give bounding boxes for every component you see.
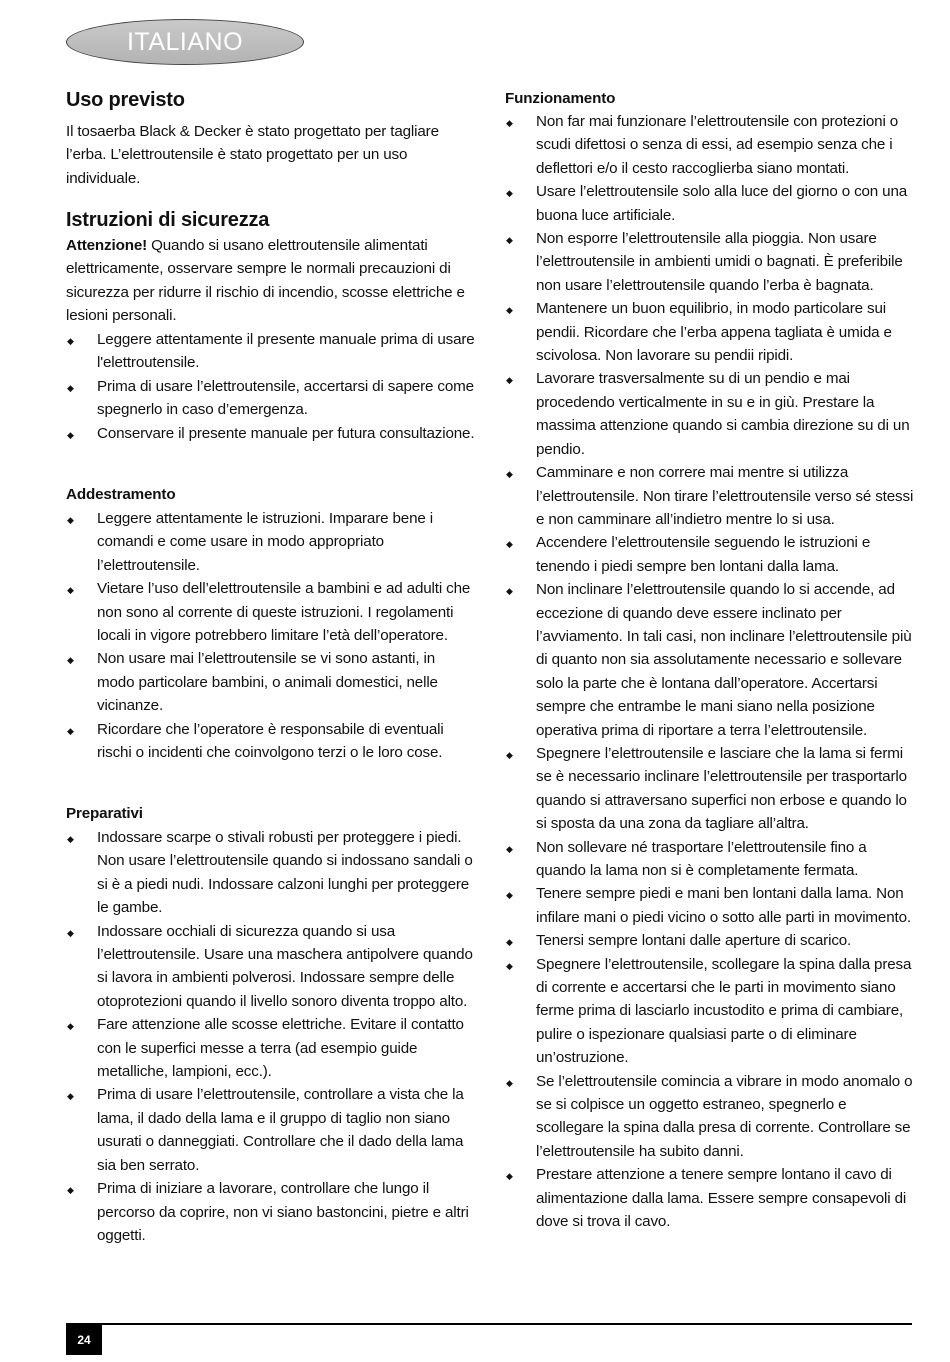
list-item: ◆ Spegnere l’elettroutensile e lasciare che la lama si fermi se è necessario inclinare l’elettroutensile per trasportarlo quando si attraversano superfici non erbose e quando lo si sposta da una zona da tagliare all’altra. <box>505 742 915 836</box>
list-item: ◆ Indossare scarpe o stivali robusti per proteggere i piedi. Non usare l’elettroutensile quando si indossano sandali o si è a piedi nudi. Indossare calzoni lunghi per proteggere le gambe. <box>66 826 476 920</box>
list-item: ◆ Leggere attentamente il presente manuale prima di usare l'elettroutensile. <box>66 328 476 375</box>
intended-use-text: Il tosaerba Black & Decker è stato progettato per tagliare l’erba. L’elettroutensile è stato progettato per un uso individuale. <box>66 123 439 187</box>
page-number <box>66 1325 102 1355</box>
footer-divider <box>66 1323 912 1325</box>
operation-list <box>505 110 915 1234</box>
list-item: ◆ Indossare occhiali di sicurezza quando si usa l’elettroutensile. Usare una maschera antipolvere quando si lavora in ambienti polverosi. Indossare sempre delle otoprotezioni quando il livello sonoro diventa troppo alto. <box>66 920 476 1014</box>
page-number-label: 24 <box>77 1333 91 1347</box>
list-item: ◆ Prima di usare l’elettroutensile, accertarsi di sapere come spegnerlo in caso d’emergenza. <box>66 375 476 422</box>
list-item: ◆ Spegnere l’elettroutensile, scollegare la spina dalla presa di corrente e accertarsi che le parti in movimento siano ferme prima di lasciarlo incustodito e prima di cambiare, pulire o ispezionare qualsiasi parte o di eliminare un’ostruzione. <box>505 953 915 1070</box>
list-item: ◆ Prima di iniziare a lavorare, controllare che lungo il percorso da coprire, non vi siano bastoncini, pietre e altri oggetti. <box>66 1177 476 1247</box>
list-item: ◆ Usare l’elettroutensile solo alla luce del giorno o con una buona luce artificiale. <box>505 180 915 227</box>
list-item: ◆ Mantenere un buon equilibrio, in modo particolare sui pendii. Ricordare che l’erba appena tagliata è umida e scivolosa. Non lavorare su pendii ripidi. <box>505 297 915 367</box>
list-item: ◆ Non sollevare né trasportare l’elettroutensile fino a quando la lama non si è completamente fermata. <box>505 836 915 883</box>
list-item: ◆ Lavorare trasversalmente su di un pendio e mai procedendo verticalmente in su e in giù. Prestare la massima attenzione quando si cambia direzione su di un pendio. <box>505 367 915 461</box>
safety-list <box>66 328 476 445</box>
list-item: ◆ Leggere attentamente le istruzioni. Imparare bene i comandi e come usare in modo appropriato l’elettroutensile. <box>66 507 476 577</box>
list-item: ◆ Tenere sempre piedi e mani ben lontani dalla lama. Non infilare mani o piedi vicino o sotto alle parti in movimento. <box>505 882 915 929</box>
list-item: ◆ Non far mai funzionare l’elettroutensile con protezioni o scudi difettosi o senza di essi, ad esempio senza che i deflettori e/o il cesto raccoglierba siano montati. <box>505 110 915 180</box>
list-item: ◆ Accendere l’elettroutensile seguendo le istruzioni e tenendo i piedi sempre ben lontani dalla lama. <box>505 531 915 578</box>
heading-preparation: Preparativi <box>66 805 143 822</box>
training-list <box>66 507 476 764</box>
list-item: ◆ Conservare il presente manuale per futura consultazione. <box>66 422 476 445</box>
heading-operation: Funzionamento <box>505 90 616 107</box>
heading-training: Addestramento <box>66 486 176 503</box>
language-badge <box>66 19 304 65</box>
list-item: ◆ Tenersi sempre lontani dalle aperture di scarico. <box>505 929 915 952</box>
list-item: ◆ Ricordare che l’operatore è responsabile di eventuali rischi o incidenti che coinvolgono terzi o le loro cose. <box>66 718 476 765</box>
list-item: ◆ Prima di usare l’elettroutensile, controllare a vista che la lama, il dado della lama e il gruppo di taglio non siano usurati o danneggiati. Controllare che il dado della lama sia ben serrato. <box>66 1083 476 1177</box>
list-item: ◆ Non inclinare l’elettroutensile quando lo si accende, ad eccezione di quando deve essere inclinato per l’avviamento. In tali casi, non inclinare l’elettroutensile più di quanto non sia assolutamente necessario e sollevare solo la parte che è lontana dall’operatore. Accertarsi sempre che entrambe le mani siano nella posizione operativa prima di riportare a terra l’elettroutensile. <box>505 578 915 742</box>
preparation-list <box>66 826 476 1247</box>
list-item: ◆ Non esporre l’elettroutensile alla pioggia. Non usare l’elettroutensile in ambienti umidi o bagnati. È preferibile non usare l’elettroutensile quando l’erba è bagnata. <box>505 227 915 297</box>
heading-intended-use: Uso previsto <box>66 89 185 111</box>
warning-text: Quando si usano elettroutensile alimentati elettricamente, osservare sempre le normali precauzioni di sicurezza per ridurre il rischio di incendio, scosse elettriche e lesioni personali. <box>66 237 465 325</box>
list-item: ◆ Se l’elettroutensile comincia a vibrare in modo anomalo o se si colpisce un oggetto estraneo, spegnerlo e scollegare la spina dalla presa di corrente. Controllare se l’elettroutensile ha subito danni. <box>505 1070 915 1164</box>
list-item: ◆ Non usare mai l’elettroutensile se vi sono astanti, in modo particolare bambini, o animali domestici, nelle vicinanze. <box>66 647 476 717</box>
list-item: ◆ Fare attenzione alle scosse elettriche. Evitare il contatto con le superfici messe a terra (ad esempio guide metalliche, lampioni, ecc.). <box>66 1013 476 1083</box>
safety-warning <box>66 234 476 328</box>
warning-label: Attenzione! <box>66 237 148 254</box>
language-label: ITALIANO <box>126 27 244 56</box>
list-item: ◆ Vietare l’uso dell’elettroutensile a bambini e ad adulti che non sono al corrente di queste istruzioni. I regolamenti locali in vigore potrebbero limitare l’età dell’operatore. <box>66 577 476 647</box>
list-item: ◆ Prestare attenzione a tenere sempre lontano il cavo di alimentazione dalla lama. Essere sempre consapevoli di dove si trova il cavo. <box>505 1163 915 1233</box>
list-item: ◆ Camminare e non correre mai mentre si utilizza l’elettroutensile. Non tirare l’elettroutensile verso sé stessi e non camminare all’indietro mentre lo si usa. <box>505 461 915 531</box>
heading-safety: Istruzioni di sicurezza <box>66 209 270 231</box>
